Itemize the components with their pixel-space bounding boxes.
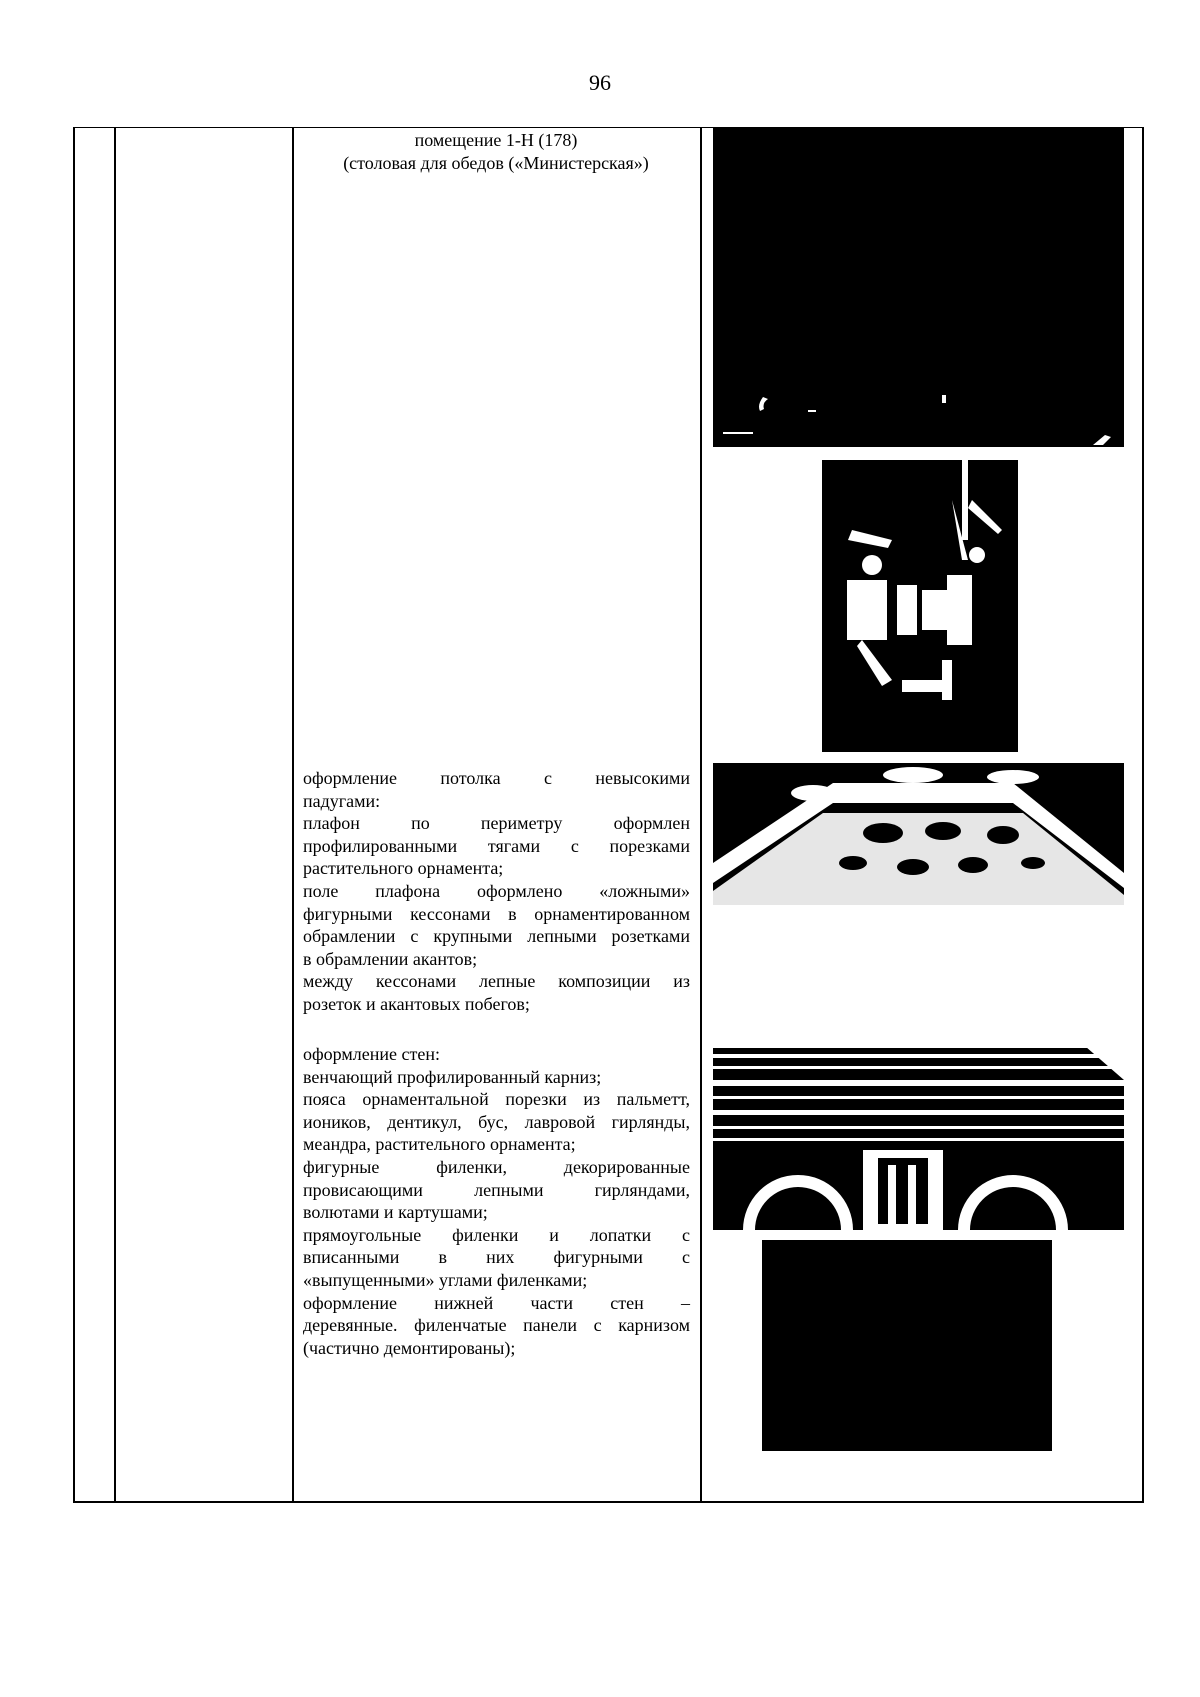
text-line: вписанными в них фигурными с [303, 1247, 690, 1268]
text-line: прямоугольные филенки и лопатки с [303, 1224, 690, 1245]
photo-chandelier [822, 460, 1018, 752]
photo-wall-lower-part [762, 1240, 1052, 1451]
text-line: волютами и картушами; [303, 1202, 488, 1223]
text-line: иоников, дентикул, бус, лавровой гирлянды, [303, 1111, 690, 1132]
text-line: венчающий профилированный карниз; [303, 1066, 602, 1087]
room-heading [294, 129, 698, 174]
text-line: профилированными тягами с порезками [303, 835, 690, 856]
room-heading-line1: помещение 1-Н (178) [414, 130, 578, 150]
text-line: пояса орнаментальной порезки из пальметт, [303, 1089, 690, 1110]
table-column-divider-3 [700, 127, 702, 1503]
text-line: фигурными кессонами в орнаментированном [303, 903, 690, 924]
text-line: плафон по периметру оформлен [303, 813, 690, 834]
text-line: фигурные филенки, декорированные [303, 1156, 690, 1177]
text-line: растительного орнамента; [303, 858, 504, 879]
text-line: обрамлении с крупными лепными розетками [303, 926, 690, 947]
text-line: розеток и акантовых побегов; [303, 993, 530, 1014]
text-line: оформление потолка с невысокими [303, 768, 690, 788]
text-line: (частично демонтированы); [303, 1337, 516, 1358]
photo-dining-room-interior [713, 127, 1124, 447]
room-heading-line2: (столовая для обедов («Министерская») [343, 152, 649, 173]
table-column-divider-2 [292, 127, 294, 1503]
text-line: оформление нижней части стен – [303, 1292, 690, 1313]
text-line: провисающими лепными гирляндами, [303, 1179, 690, 1200]
table-column-divider-1 [114, 127, 116, 1503]
text-line: поле плафона оформлено «ложными» [303, 880, 690, 901]
text-line: падугами: [303, 790, 381, 811]
ceiling-description [303, 767, 690, 1016]
text-line: между кессонами лепные композиции из [303, 971, 690, 992]
text-line: в обрамлении акантов; [303, 948, 478, 969]
text-line: оформление стен: [303, 1044, 440, 1064]
table-border-left [73, 127, 75, 1503]
photo-wall-cornice [713, 1040, 1124, 1230]
text-line: меандра, растительного орнамента; [303, 1134, 576, 1155]
walls-description [303, 1043, 690, 1359]
table-border-right [1142, 127, 1144, 1503]
text-line: «выпущенными» углами филенками; [303, 1269, 588, 1290]
photo-ceiling-plafond [713, 763, 1124, 905]
page-number: 96 [589, 70, 611, 95]
text-line: деревянные. филенчатые панели с карнизом [303, 1315, 690, 1336]
